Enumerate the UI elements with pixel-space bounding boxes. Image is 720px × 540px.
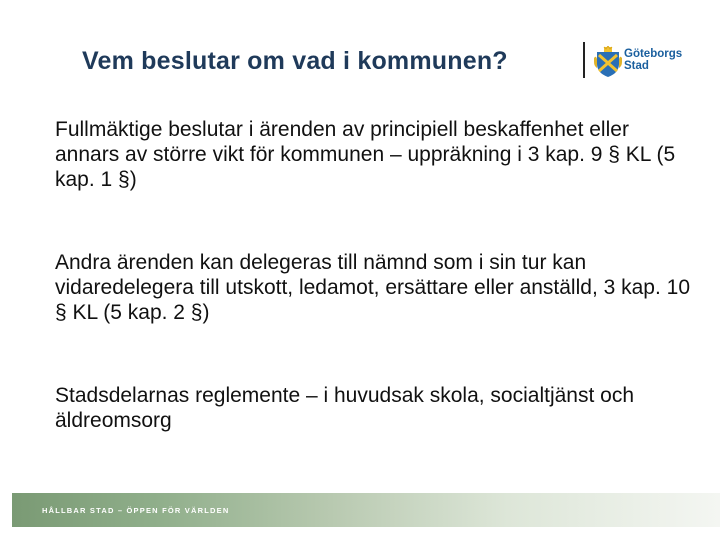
- city-emblem-icon: [594, 46, 622, 78]
- paragraph-fullmaktige: Fullmäktige beslutar i ärenden av principiell beskaffenhet eller annars av större vikt för kommunen – uppräkning i 3 kap. 9 § KL (5 kap. 1 §): [55, 118, 676, 191]
- paragraph-stadsdelar: Stadsdelarnas reglemente – i huvudsak skola, socialtjänst och äldreomsorg: [55, 384, 634, 432]
- footer-slogan: HÅLLBAR STAD – ÖPPEN FÖR VÄRLDEN: [42, 506, 230, 515]
- logo-wordmark: [624, 48, 682, 72]
- slide-title: Vem beslutar om vad i kommunen?: [82, 47, 508, 75]
- goteborgs-stad-logo: [594, 46, 690, 78]
- paragraph-delegation: Andra ärenden kan delegeras till nämnd som i sin tur kan vidaredelegera till utskott, ledamot, ersättare eller anställd, 3 kap. 10 § KL (5 kap. 2 §): [55, 251, 691, 324]
- logo-line-1: Göteborgs: [624, 48, 683, 60]
- logo-line-2: Stad: [624, 60, 649, 72]
- title-divider: [583, 42, 585, 78]
